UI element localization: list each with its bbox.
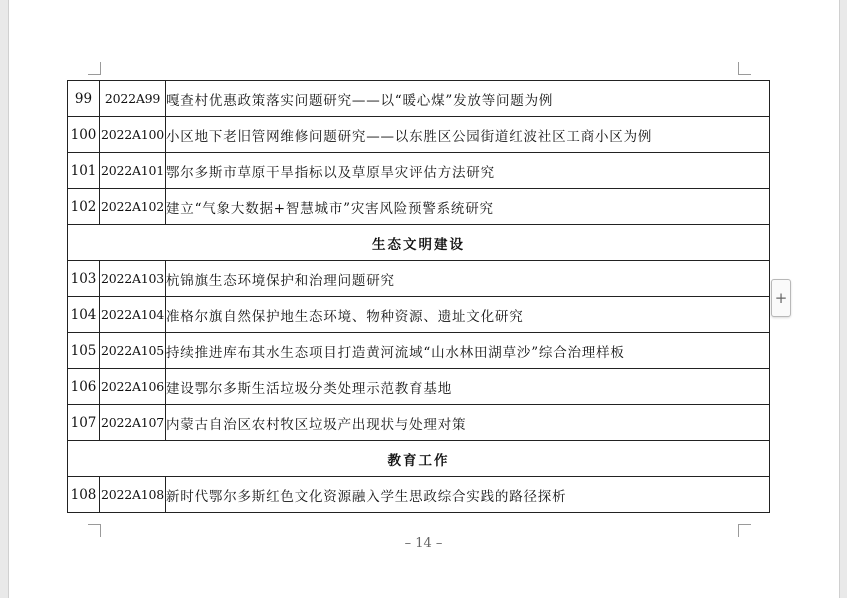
table-row <box>68 405 770 441</box>
project-title: 鄂尔多斯市草原干旱指标以及草原旱灾评估方法研究 <box>166 153 770 189</box>
project-code: 2022A105 <box>100 333 166 369</box>
row-number: 100 <box>68 117 100 153</box>
project-title: 内蒙古自治区农村牧区垃圾产出现状与处理对策 <box>166 405 770 441</box>
row-number: 108 <box>68 477 100 513</box>
project-code: 2022A101 <box>100 153 166 189</box>
project-code: 2022A103 <box>100 261 166 297</box>
project-code: 2022A100 <box>100 117 166 153</box>
plus-icon: + <box>774 289 788 307</box>
project-title: 杭锦旗生态环境保护和治理问题研究 <box>166 261 770 297</box>
table-row <box>68 477 770 513</box>
table-row <box>68 189 770 225</box>
add-button[interactable] <box>771 279 791 317</box>
section-row <box>68 441 770 477</box>
project-code: 2022A106 <box>100 369 166 405</box>
project-title: 嘎查村优惠政策落实问题研究——以“暖心煤”发放等问题为例 <box>166 81 770 117</box>
section-row <box>68 225 770 261</box>
project-table <box>67 80 770 513</box>
row-number: 99 <box>68 81 100 117</box>
project-title: 持续推进库布其水生态项目打造黄河流域“山水林田湖草沙”综合治理样板 <box>166 333 770 369</box>
table-row <box>68 297 770 333</box>
crop-mark-top-left <box>88 62 101 75</box>
project-title: 小区地下老旧管网维修问题研究——以东胜区公园街道红波社区工商小区为例 <box>166 117 770 153</box>
project-title: 建立“气象大数据+智慧城市”灾害风险预警系统研究 <box>166 189 770 225</box>
table-row <box>68 81 770 117</box>
crop-mark-top-right <box>738 62 751 75</box>
row-number: 105 <box>68 333 100 369</box>
project-code: 2022A102 <box>100 189 166 225</box>
project-code: 2022A104 <box>100 297 166 333</box>
row-number: 104 <box>68 297 100 333</box>
table-row <box>68 261 770 297</box>
row-number: 101 <box>68 153 100 189</box>
row-number: 106 <box>68 369 100 405</box>
project-code: 2022A99 <box>100 81 166 117</box>
table-row <box>68 369 770 405</box>
row-number: 103 <box>68 261 100 297</box>
section-heading: 教育工作 <box>68 441 770 477</box>
project-title: 准格尔旗自然保护地生态环境、物种资源、遗址文化研究 <box>166 297 770 333</box>
page-number: – 14 – <box>404 536 443 551</box>
project-code: 2022A107 <box>100 405 166 441</box>
project-title: 建设鄂尔多斯生活垃圾分类处理示范教育基地 <box>166 369 770 405</box>
section-heading: 生态文明建设 <box>68 225 770 261</box>
table-row <box>68 333 770 369</box>
project-title: 新时代鄂尔多斯红色文化资源融入学生思政综合实践的路径探析 <box>166 477 770 513</box>
project-code: 2022A108 <box>100 477 166 513</box>
table-row <box>68 117 770 153</box>
row-number: 107 <box>68 405 100 441</box>
row-number: 102 <box>68 189 100 225</box>
table-row <box>68 153 770 189</box>
